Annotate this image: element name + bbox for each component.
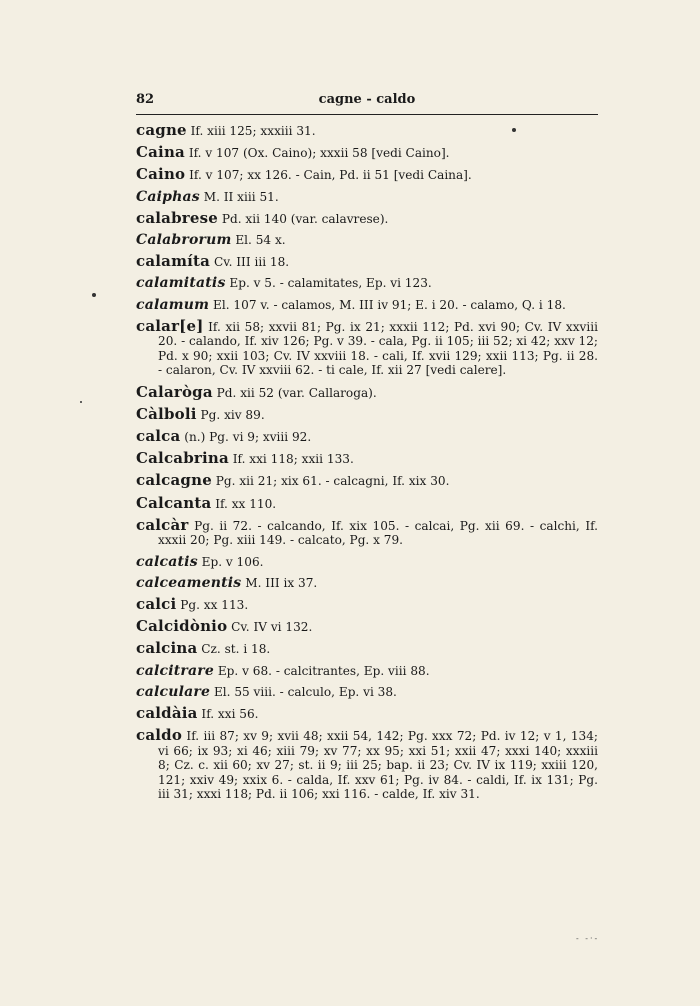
- entry-references: M. II xiii 51.: [199, 189, 279, 204]
- dictionary-entry: [136, 276, 598, 291]
- entry-references: Cv. III iii 18.: [210, 255, 290, 270]
- entry-list: [136, 123, 598, 802]
- headword: Càlboli: [136, 404, 197, 423]
- dictionary-entry: [136, 594, 598, 613]
- headword: caldàia: [136, 703, 198, 722]
- dictionary-entry: [136, 576, 598, 591]
- dictionary-entry: [136, 555, 598, 570]
- dictionary-entry: [136, 685, 598, 700]
- speck-mark: [80, 401, 82, 403]
- page-footer-marks: - -·-: [576, 934, 600, 943]
- headword: calcina: [136, 639, 198, 658]
- dictionary-entry: [136, 451, 598, 467]
- entry-references: If. v 107; xx 126. - Cain, Pd. ii 51 [vedi Caina].: [185, 168, 472, 183]
- header-rule: [136, 114, 598, 115]
- dictionary-entry: [136, 316, 598, 378]
- headword: calcitrare: [136, 662, 214, 679]
- headword: Calcabrina: [136, 449, 229, 468]
- headword: Caina: [136, 143, 185, 162]
- entry-references: If. xxi 118; xxii 133.: [228, 452, 354, 467]
- entry-references: Pg. ii 72. - calcando, If. xix 105. - calcai, Pg. xii 69. - calchi, If. xxxii 20; Pg. xiii 149. - calcato, Pg. x 79.: [158, 518, 598, 548]
- dictionary-entry: [136, 429, 598, 445]
- entry-references: Pd. xii 52 (var. Callaroga).: [212, 385, 377, 400]
- entry-references: If. v 107 (Ox. Caino); xxxii 58 [vedi Caino].: [184, 146, 450, 161]
- headword: Caiphas: [136, 188, 200, 205]
- dictionary-entry: [136, 167, 598, 183]
- headword: calabrese: [136, 208, 218, 227]
- headword: calamum: [136, 296, 210, 313]
- headword: calceamentis: [136, 574, 242, 591]
- running-title: cagne - caldo: [318, 92, 416, 107]
- entry-references: If. iii 87; xv 9; xvii 48; xxii 54, 142; Pg. xxx 72; Pd. iv 12; v 1, 134; vi 66; ix 93; xi 46; xiii 79; xv 77; xx 95; xxi 51; xxii 47; xxxi 140; xxxiii 8; Cz. c. xii 60; xv 27; st. ii 9; iii 25; bap. ii 23; Cv. IV ix 119; xxiii 120, 121; xxiv 49; xxix 6. - calda, If. xxv 61; Pg. iv 84. - caldi, If. ix 131; Pg. iii 31; xxxi 118; Pd. ii 106; xxi 116. - calde, If. xiv 31.: [158, 729, 598, 802]
- headword: calcagne: [136, 471, 212, 490]
- headword: calcàr: [136, 515, 189, 534]
- dictionary-entry: [136, 641, 598, 657]
- dictionary-entry: [136, 473, 598, 489]
- dictionary-entry: [136, 728, 598, 802]
- dictionary-entry: [136, 703, 598, 722]
- headword: Caino: [136, 165, 186, 184]
- entry-references: Pd. xii 140 (var. calavrese).: [218, 211, 389, 226]
- headword: Calcidònio: [136, 617, 228, 636]
- dictionary-entry: [136, 619, 598, 635]
- dictionary-entry: [136, 190, 598, 205]
- dictionary-entry: [136, 254, 598, 270]
- entry-references: Cz. st. i 18.: [197, 642, 271, 657]
- headword: calci: [136, 594, 177, 613]
- page-header: [136, 90, 598, 112]
- entry-references: If. xii 58; xxvii 81; Pg. ix 21; xxxii 112; Pd. xvi 90; Cv. IV xxviii 20. - calando, If. xiv 126; Pg. v 39. - cala, Pg. ii 105; iii 52; xi 42; xxv 12; Pd. x 90; xxii 103; Cv. IV xxviii 18. - cali, If. xvii 129; xxii 113; Pg. ii 28. - calaron, Cv. IV xxviii 62. - ti cale, If. xii 27 [vedi calere].: [158, 319, 598, 378]
- dictionary-entry: [136, 404, 598, 423]
- headword: caldo: [136, 726, 183, 745]
- page-number: 82: [136, 92, 155, 107]
- headword: cagne: [136, 121, 187, 139]
- headword: Calcanta: [136, 493, 212, 512]
- entry-references: El. 54 x.: [231, 232, 286, 247]
- headword: Calabrorum: [136, 231, 232, 248]
- headword: calca: [136, 427, 181, 446]
- dictionary-entry: [136, 208, 598, 227]
- dictionary-entry: [136, 382, 598, 401]
- entry-references: Pg. xx 113.: [176, 597, 249, 612]
- headword: calcatis: [136, 553, 198, 570]
- speck-mark: [92, 293, 96, 297]
- entry-references: Ep. v 68. - calcitrantes, Ep. viii 88.: [213, 663, 430, 678]
- headword: calculare: [136, 683, 211, 700]
- dictionary-entry: [136, 664, 598, 679]
- entry-references: El. 55 viii. - calculo, Ep. vi 38.: [210, 684, 397, 699]
- entry-references: If. xx 110.: [211, 496, 277, 511]
- entry-references: Pg. xiv 89.: [196, 407, 265, 422]
- headword: calamíta: [136, 252, 211, 271]
- dictionary-entry: [136, 233, 598, 248]
- entry-references: Cv. IV vi 132.: [227, 620, 313, 635]
- dictionary-entry: [136, 493, 598, 512]
- entry-references: El. 107 v. - calamos, M. III iv 91; E. i 20. - calamo, Q. i 18.: [209, 297, 566, 312]
- dictionary-entry: [136, 515, 598, 548]
- dictionary-entry: [136, 298, 598, 313]
- entry-references: Ep. v 106.: [197, 554, 264, 569]
- entry-references: Pg. xii 21; xix 61. - calcagni, If. xix 30.: [211, 474, 450, 489]
- entry-references: If. xxi 56.: [197, 706, 259, 721]
- headword: calar[e]: [136, 316, 204, 335]
- dictionary-page: [136, 90, 598, 809]
- headword: calamitatis: [136, 275, 226, 292]
- entry-references: If. xiii 125; xxxiii 31.: [186, 124, 316, 138]
- entry-references: M. III ix 37.: [241, 575, 318, 590]
- dictionary-entry: [136, 123, 598, 139]
- entry-references: Ep. v 5. - calamitates, Ep. vi 123.: [225, 276, 432, 291]
- entry-references: (n.) Pg. vi 9; xviii 92.: [180, 430, 312, 445]
- headword: Calaròga: [136, 382, 213, 401]
- dictionary-entry: [136, 145, 598, 161]
